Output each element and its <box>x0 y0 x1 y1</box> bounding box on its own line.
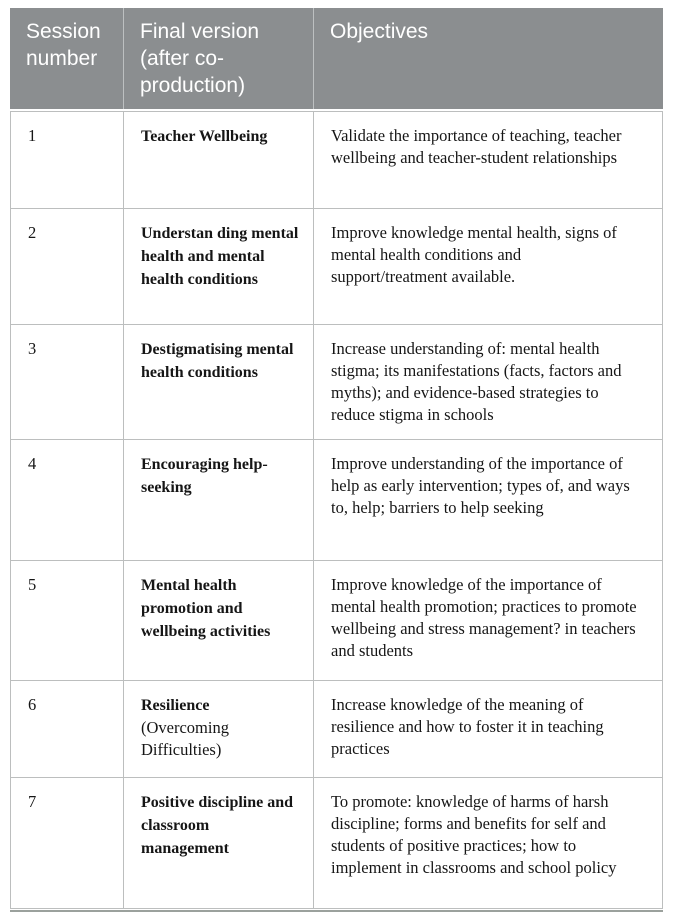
session-number: 7 <box>28 792 37 811</box>
table-row <box>11 439 662 560</box>
session-title: Encouraging help-seeking <box>141 456 268 496</box>
table-row <box>11 208 662 324</box>
table-header-row <box>10 8 663 109</box>
session-number-cell <box>11 209 124 324</box>
table-row <box>11 324 662 439</box>
session-title-cell <box>124 209 314 324</box>
session-number: 1 <box>28 126 37 145</box>
session-number: 6 <box>28 695 37 714</box>
objective-cell <box>314 778 662 908</box>
session-title-cell <box>124 681 314 777</box>
table-row <box>11 112 662 208</box>
session-title: Mental health promotion and wellbeing activities <box>141 577 271 640</box>
table-row <box>11 777 662 908</box>
header-final-version: Final version (after co-production) <box>123 8 313 109</box>
objective-text: Improve understanding of the importance of help as early intervention; types of, and ways to, help; barriers to help seeking <box>331 454 630 517</box>
session-title: Understan ding mental health and mental health conditions <box>141 225 299 288</box>
session-number-cell <box>11 561 124 680</box>
objective-cell <box>314 440 662 560</box>
session-title-cell <box>124 561 314 680</box>
header-session-number: Session number <box>26 20 101 70</box>
session-title-cell <box>124 325 314 439</box>
session-number-cell <box>11 325 124 439</box>
table-row <box>11 560 662 680</box>
session-title: Teacher Wellbeing <box>141 128 268 145</box>
table-body <box>10 111 663 909</box>
session-number: 2 <box>28 223 37 242</box>
objective-cell <box>314 209 662 324</box>
session-number-cell <box>11 778 124 908</box>
session-subtitle: (Overcoming Difficulties) <box>141 718 229 759</box>
header-objectives: Objectives <box>313 8 663 109</box>
session-title: Positive discipline and classroom management <box>141 794 294 857</box>
objective-text: To promote: knowledge of harms of harsh discipline; forms and benefits for self and students of positive practices; how to implement in classrooms and school policy <box>331 792 617 877</box>
objective-text: Increase understanding of: mental health stigma; its manifestations (facts, factors and myths); and evidence-based strategies to reduce stigma in schools <box>331 339 622 424</box>
session-number: 5 <box>28 575 37 594</box>
session-title-cell <box>124 112 314 208</box>
session-number-cell <box>11 440 124 560</box>
table-row <box>11 680 662 777</box>
session-number: 4 <box>28 454 37 473</box>
objective-cell <box>314 561 662 680</box>
session-number: 3 <box>28 339 37 358</box>
session-title: Resilience <box>141 697 210 714</box>
objective-cell <box>314 325 662 439</box>
objective-text: Improve knowledge mental health, signs of mental health conditions and support/treatment available. <box>331 223 617 286</box>
objective-text: Improve knowledge of the importance of mental health promotion; practices to promote wellbeing and stress management? in teachers and students <box>331 575 637 660</box>
session-title: Destigmatising mental health conditions <box>141 341 294 381</box>
objective-cell <box>314 681 662 777</box>
objective-text: Increase knowledge of the meaning of resilience and how to foster it in teaching practices <box>331 695 604 758</box>
session-number-cell <box>11 681 124 777</box>
objective-text: Validate the importance of teaching, teacher wellbeing and teacher-student relationships <box>331 126 622 167</box>
session-title-cell <box>124 778 314 908</box>
session-title-cell <box>124 440 314 560</box>
sessions-table <box>10 8 663 912</box>
objective-cell <box>314 112 662 208</box>
session-number-cell <box>11 112 124 208</box>
